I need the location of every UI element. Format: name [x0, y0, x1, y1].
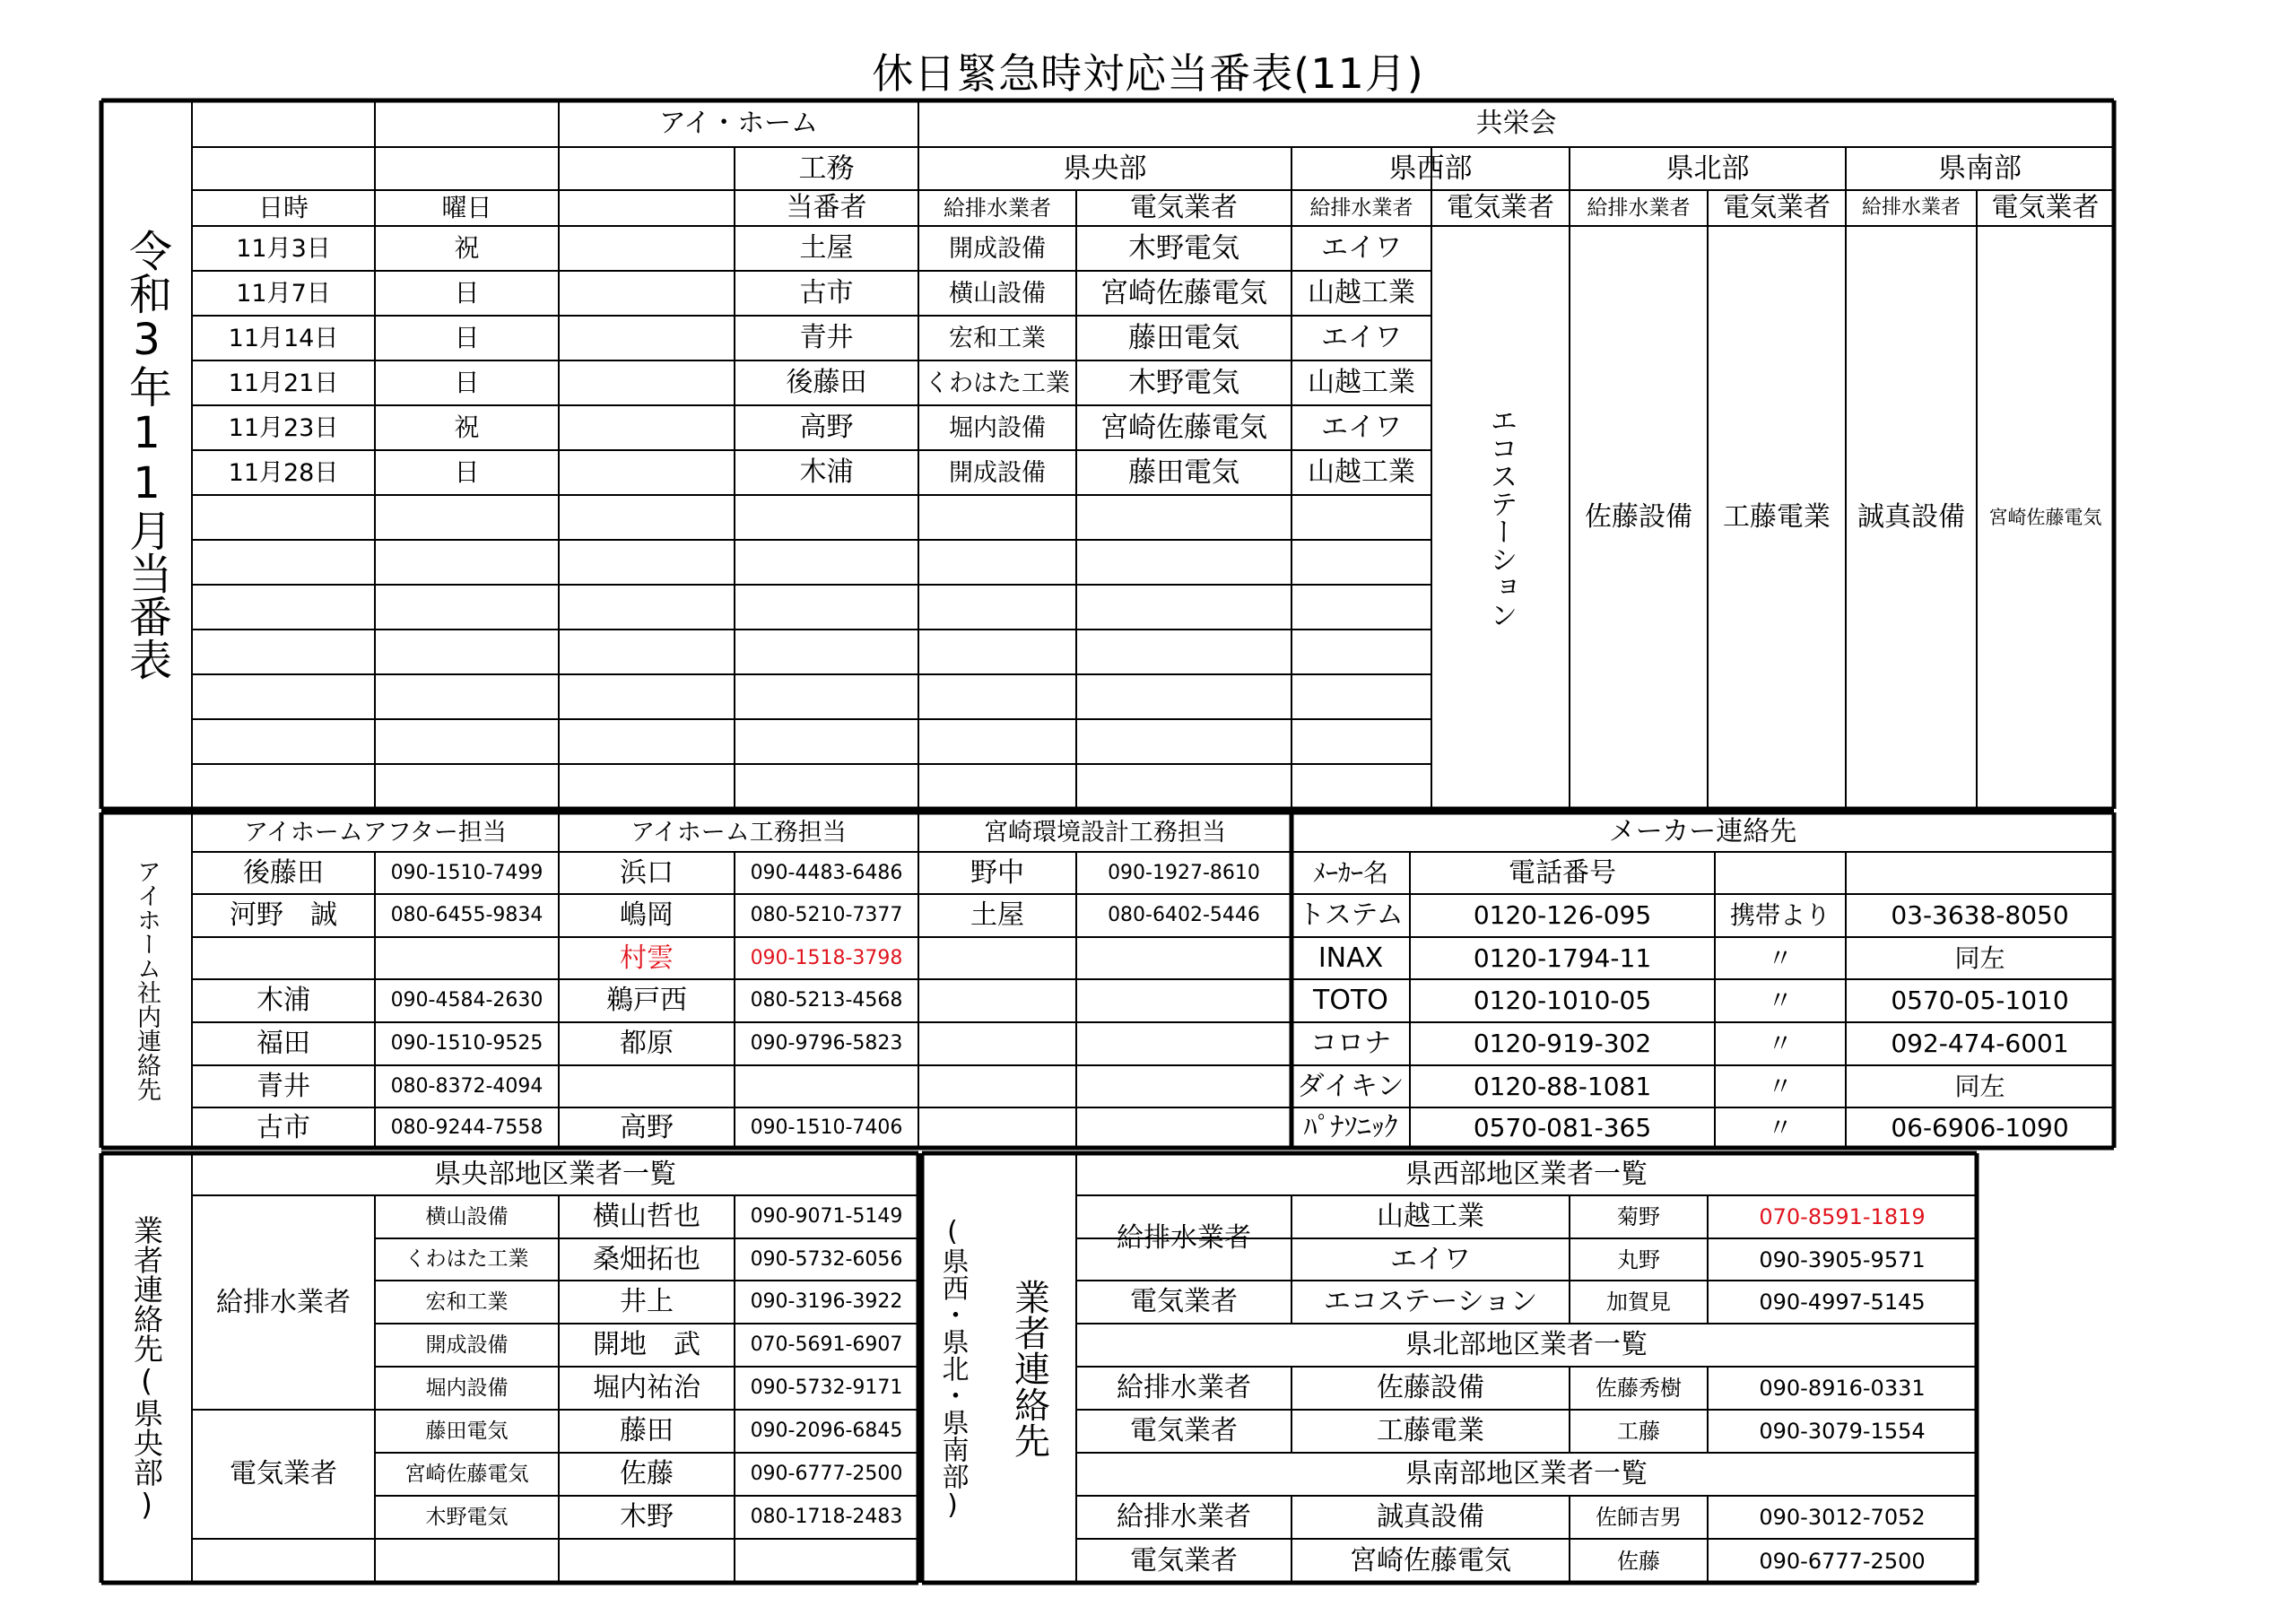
north-company: 工藤電業 [1377, 1415, 1484, 1446]
maker-alt-phone: 092-474-6001 [1891, 1029, 2069, 1058]
maker-phone: 0120-88-1081 [1473, 1071, 1652, 1101]
page-title: 休日緊急時対応当番表(11月) [872, 49, 1424, 98]
central-person: 開地 武 [593, 1329, 700, 1360]
kouji-name: 高野 [620, 1111, 674, 1143]
maker-phone: 0570-081-365 [1473, 1112, 1652, 1142]
miyazaki-phone: 090-1927-8610 [1108, 861, 1260, 884]
maker-mobile: 携帯より [1729, 900, 1831, 930]
schedule-duty: 木浦 [799, 456, 854, 488]
after-phone [375, 937, 559, 979]
header-region-central: 県央部 [1063, 152, 1147, 185]
schedule-day: 祝 [454, 413, 480, 442]
west-company: エイワ [1390, 1243, 1471, 1275]
north-person: 佐藤秀樹 [1596, 1376, 1682, 1401]
header-west-electric: 電気業者 [1447, 192, 1554, 223]
maker-phone: 0120-1010-05 [1473, 986, 1652, 1015]
header-north-list: 県北部地区業者一覧 [1405, 1329, 1648, 1360]
header-north-electric: 電気業者 [1723, 192, 1831, 223]
maker-mobile: 〃 [1767, 1071, 1793, 1101]
central-person: 佐藤 [620, 1458, 674, 1489]
after-phone: 090-1510-7499 [390, 861, 544, 884]
central-phone: 090-5732-9171 [750, 1376, 903, 1399]
maker-alt-phone: 06-6906-1090 [1891, 1112, 2069, 1142]
west-phone: 090-4997-5145 [1759, 1290, 1926, 1315]
central-electric-label: 電気業者 [230, 1458, 337, 1489]
schedule-central-plumbing: 堀内設備 [949, 413, 1046, 442]
schedule-north-plumbing: 佐藤設備 [1585, 501, 1692, 533]
header-day: 曜日 [441, 193, 492, 222]
west-person: 菊野 [1617, 1204, 1660, 1229]
header-date: 日時 [257, 193, 309, 222]
kouji-phone: 090-4483-6486 [750, 861, 903, 884]
west-company: エコステーション [1323, 1286, 1538, 1317]
maker-phone: 0120-126-095 [1473, 900, 1652, 930]
west-electric-label: 電気業者 [1130, 1286, 1238, 1317]
schedule-west-plumbing: エイワ [1321, 412, 1402, 443]
header-south-electric: 電気業者 [1991, 192, 2100, 223]
west-phone: 070-8591-1819 [1759, 1204, 1926, 1229]
north-company: 佐藤設備 [1377, 1372, 1484, 1403]
after-name: 古市 [257, 1111, 310, 1143]
schedule-duty: 高野 [799, 412, 854, 443]
header-region-north: 県北部 [1665, 152, 1750, 185]
maker-name: トステム [1298, 899, 1404, 931]
maker-name: INAX [1318, 942, 1384, 974]
central-phone: 090-2096-6845 [750, 1420, 903, 1442]
central-phone: 070-5691-6907 [750, 1333, 903, 1356]
after-name: 木浦 [257, 985, 310, 1016]
schedule-west-plumbing: 山越工業 [1308, 277, 1415, 308]
header-after: アイホームアフター担当 [244, 818, 507, 847]
schedule-south-electric: 宮崎佐藤電気 [1988, 506, 2102, 528]
schedule-central-electric: 木野電気 [1128, 366, 1239, 399]
schedule-west-plumbing: エイワ [1321, 232, 1402, 264]
header-iihome: アイ・ホーム [658, 108, 819, 139]
side-label-central: 業者連絡先(県央部) [129, 1214, 164, 1522]
after-phone: 080-9244-7558 [390, 1116, 544, 1139]
central-phone: 090-3196-3922 [750, 1290, 903, 1313]
kouji-phone: 080-5210-7377 [750, 904, 903, 926]
schedule-north-electric: 工藤電業 [1723, 501, 1831, 533]
maker-alt-phone: 0570-05-1010 [1891, 986, 2069, 1015]
central-person: 堀内祐治 [593, 1372, 700, 1403]
after-name: 後藤田 [243, 856, 324, 889]
central-phone: 080-1718-2483 [750, 1506, 903, 1528]
maker-name: ﾊﾟﾅｿﾆｯｸ [1303, 1111, 1398, 1143]
kouji-phone: 090-1510-7406 [750, 1116, 903, 1139]
central-phone: 090-6777-2500 [750, 1463, 903, 1485]
side-label-other-main: 業者連絡先 [1008, 1278, 1050, 1458]
central-phone: 090-5732-6056 [750, 1247, 903, 1271]
header-central-electric: 電気業者 [1130, 192, 1238, 223]
west-company: 山越工業 [1377, 1201, 1484, 1232]
kouji-name: 鵜戸西 [606, 985, 687, 1016]
north-phone: 090-8916-0331 [1759, 1376, 1926, 1401]
schedule-date: 11月7日 [236, 279, 331, 308]
header-kouji-staff: アイホーム工務担当 [631, 818, 847, 847]
kouji-name: 都原 [620, 1028, 674, 1059]
schedule-duty: 土屋 [799, 232, 854, 264]
kouji-phone: 080-5213-4568 [750, 989, 903, 1012]
south-person: 佐師吉男 [1596, 1505, 1682, 1530]
header-region-south: 県南部 [1938, 152, 2022, 185]
kouji-phone [735, 1065, 918, 1107]
central-plumbing-label: 給排水業者 [216, 1286, 351, 1318]
north-electric-label: 電気業者 [1130, 1415, 1238, 1446]
schedule-day: 日 [454, 278, 480, 308]
header-south-plumbing: 給排水業者 [1861, 196, 1961, 219]
west-phone: 090-3905-9571 [1759, 1246, 1926, 1272]
north-phone: 090-3079-1554 [1759, 1419, 1926, 1444]
maker-mobile: 〃 [1767, 1029, 1793, 1058]
kouji-name [559, 1065, 735, 1107]
schedule-south-plumbing: 誠真設備 [1857, 501, 1965, 533]
maker-name: TOTO [1313, 985, 1388, 1016]
schedule-date: 11月14日 [228, 324, 339, 352]
central-company: 宏和工業 [425, 1290, 509, 1314]
header-duty: 当番者 [786, 192, 867, 223]
maker-name: ダイキン [1297, 1070, 1405, 1102]
header-north-plumbing: 給排水業者 [1587, 195, 1691, 220]
schedule-central-electric: 藤田電気 [1128, 321, 1239, 354]
south-electric-label: 電気業者 [1130, 1544, 1238, 1576]
central-company: 宮崎佐藤電気 [404, 1462, 529, 1486]
header-miyazaki: 宮崎環境設計工務担当 [984, 818, 1226, 847]
maker-name: コロナ [1310, 1028, 1391, 1059]
schedule-west-plumbing: 山越工業 [1308, 456, 1415, 488]
maker-phone: 0120-919-302 [1473, 1029, 1652, 1058]
schedule-date: 11月21日 [228, 369, 339, 397]
central-person: 横山哲也 [593, 1201, 700, 1232]
schedule-central-electric: 宮崎佐藤電気 [1100, 276, 1267, 309]
header-kyoei: 共栄会 [1475, 108, 1557, 139]
maker-alt-phone: 03-3638-8050 [1891, 900, 2069, 930]
header-central-list: 県央部地区業者一覧 [434, 1158, 676, 1190]
after-phone: 080-6455-9834 [390, 904, 544, 926]
schedule-west-electric: エコステーション [1484, 406, 1518, 629]
schedule-central-plumbing: 宏和工業 [949, 324, 1046, 352]
maker-mobile: 〃 [1767, 1112, 1793, 1142]
schedule-central-plumbing: くわはた工業 [925, 369, 1070, 397]
schedule-west-plumbing: エイワ [1321, 322, 1402, 353]
central-company: 藤田電気 [425, 1419, 509, 1443]
side-label-other-regions: (県西・県北・県南部) [936, 1215, 969, 1521]
kouji-phone: 090-9796-5823 [750, 1032, 903, 1055]
schedule-day: 日 [454, 457, 480, 487]
schedule-date: 11月28日 [228, 458, 339, 487]
after-phone: 090-4584-2630 [390, 989, 544, 1012]
maker-alt-phone: 同左 [1954, 1071, 2005, 1101]
schedule-west-plumbing: 山越工業 [1308, 367, 1415, 398]
kouji-name: 村雲 [620, 942, 674, 974]
header-central-plumbing: 給排水業者 [944, 195, 1051, 221]
kouji-phone: 090-1518-3798 [750, 946, 903, 969]
central-company: くわはた工業 [404, 1247, 529, 1271]
after-name: 福田 [257, 1028, 310, 1059]
miyazaki-phone: 080-6402-5446 [1108, 904, 1260, 926]
schedule-duty: 古市 [799, 277, 854, 308]
maker-mobile: 〃 [1767, 942, 1793, 973]
schedule-central-plumbing: 開成設備 [949, 234, 1046, 263]
west-plumbing-label: 給排水業者 [1117, 1221, 1251, 1254]
header-west-list: 県西部地区業者一覧 [1405, 1158, 1648, 1190]
schedule-central-electric: 宮崎佐藤電気 [1100, 411, 1267, 444]
kouji-name: 嶋岡 [620, 899, 674, 931]
central-person: 木野 [620, 1501, 674, 1533]
header-makers: メーカー連絡先 [1608, 816, 1797, 847]
central-company: 開成設備 [425, 1333, 509, 1357]
schedule-day: 日 [454, 368, 480, 397]
south-company: 宮崎佐藤電気 [1350, 1544, 1511, 1576]
north-plumbing-label: 給排水業者 [1117, 1372, 1251, 1403]
central-company: 木野電気 [425, 1505, 509, 1529]
schedule-day: 日 [454, 323, 480, 352]
central-phone: 090-9071-5149 [750, 1205, 903, 1228]
central-person: 桑畑拓也 [593, 1243, 700, 1275]
south-person: 佐藤 [1617, 1548, 1660, 1574]
header-south-list: 県南部地区業者一覧 [1405, 1458, 1648, 1489]
south-phone: 090-3012-7052 [1759, 1505, 1926, 1530]
after-name: 河野 誠 [230, 899, 337, 931]
kouji-name: 浜口 [620, 856, 674, 889]
west-person: 加賀見 [1606, 1290, 1671, 1315]
schedule-duty: 後藤田 [786, 367, 867, 398]
schedule-date: 11月23日 [228, 413, 339, 442]
header-region-west: 県西部 [1388, 152, 1473, 185]
schedule-day: 祝 [454, 233, 480, 263]
after-name: 青井 [257, 1070, 310, 1102]
after-name [192, 937, 375, 979]
schedule-central-plumbing: 横山設備 [949, 279, 1046, 308]
miyazaki-name: 野中 [970, 856, 1024, 889]
schedule-date: 11月3日 [236, 234, 331, 263]
central-company: 横山設備 [425, 1204, 509, 1229]
maker-alt-phone: 同左 [1954, 942, 2005, 973]
schedule-central-electric: 藤田電気 [1128, 456, 1239, 489]
maker-mobile: 〃 [1767, 986, 1793, 1015]
side-label-internal: アイホーム社内連絡先 [133, 859, 161, 1101]
after-phone: 090-1510-9525 [390, 1032, 544, 1055]
schedule-duty: 青井 [799, 322, 854, 353]
miyazaki-name: 土屋 [970, 899, 1024, 931]
west-person: 丸野 [1617, 1246, 1660, 1272]
header-maker-name: ﾒｰｶｰ名 [1312, 857, 1388, 888]
after-phone: 080-8372-4094 [390, 1074, 544, 1098]
central-company: 堀内設備 [425, 1376, 509, 1400]
schedule-central-electric: 木野電気 [1128, 231, 1239, 265]
south-phone: 090-6777-2500 [1759, 1548, 1926, 1574]
header-west-plumbing: 給排水業者 [1309, 195, 1413, 220]
header-kouji: 工務 [798, 152, 855, 185]
south-plumbing-label: 給排水業者 [1117, 1501, 1251, 1533]
maker-phone: 0120-1794-11 [1473, 942, 1652, 973]
header-maker-phone: 電話番号 [1509, 856, 1616, 889]
side-label-schedule: 令和3年11月当番表 [121, 229, 172, 681]
schedule-central-plumbing: 開成設備 [949, 458, 1046, 487]
north-person: 工藤 [1617, 1419, 1660, 1444]
central-person: 井上 [620, 1286, 674, 1317]
south-company: 誠真設備 [1377, 1501, 1484, 1533]
central-person: 藤田 [620, 1415, 674, 1446]
